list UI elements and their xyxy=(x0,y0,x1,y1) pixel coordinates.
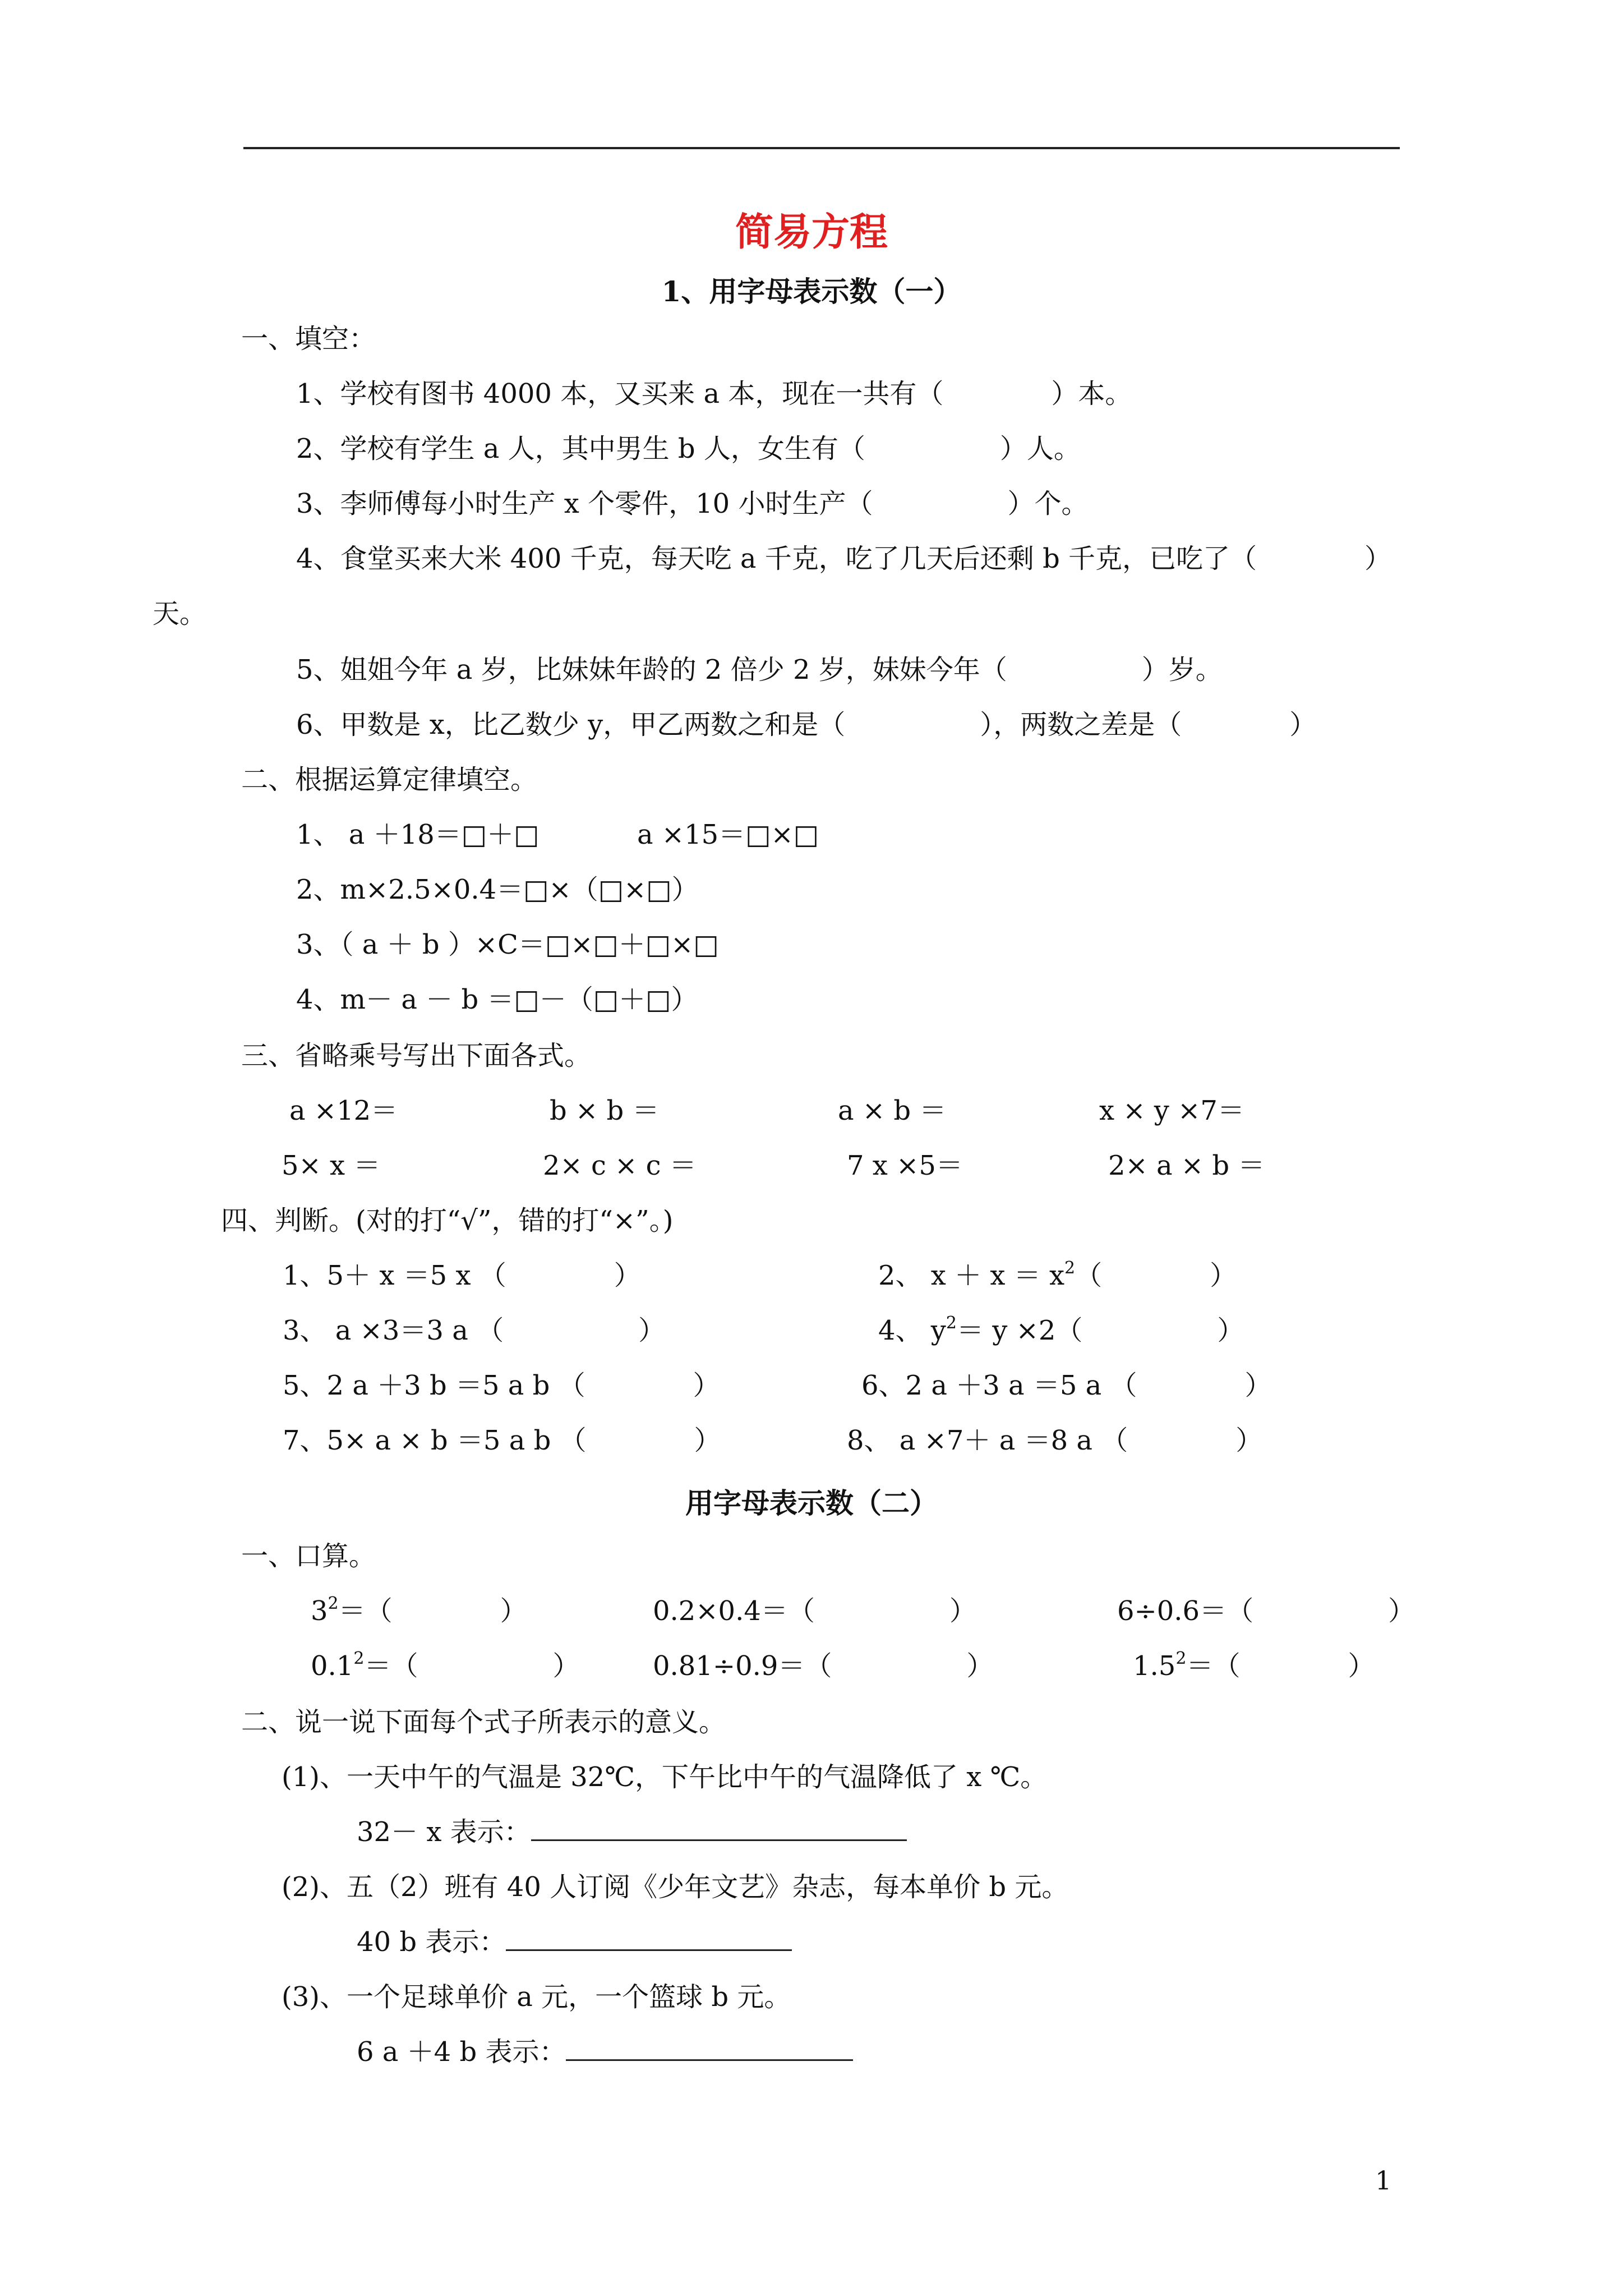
heading-omit-multiplication: 三、省略乘号写出下面各式。 xyxy=(241,1040,592,1071)
page-number: 1 xyxy=(1375,2165,1392,2196)
calc-item-1 xyxy=(311,1594,527,1628)
meaning-expression-1-label: 32－ x 表示： xyxy=(357,1816,531,1848)
calc-item-4 xyxy=(311,1649,579,1683)
page-title: 简易方程 xyxy=(735,210,888,255)
meaning-expression-1 xyxy=(357,1815,907,1849)
calc-item-2: 0.2×0.4＝（ ） xyxy=(653,1595,976,1627)
meaning-expression-2-label: 40 b 表示： xyxy=(357,1926,506,1958)
header-rule xyxy=(243,147,1400,149)
calc-item-6-exponent: 2 xyxy=(1175,1649,1187,1668)
question-2-2: 2、m×2.5×0.4＝□×（□×□） xyxy=(296,874,699,905)
calc-item-6-tail: ＝（ ） xyxy=(1186,1650,1375,1682)
heading-fill-blank: 一、填空： xyxy=(241,323,376,355)
judge-item-4-exponent: 2 xyxy=(946,1313,957,1333)
judge-item-8: 8、 a ×7＋ a ＝8 a （ ） xyxy=(847,1425,1263,1456)
meaning-expression-3-label: 6 a ＋4 b 表示： xyxy=(357,2036,566,2068)
question-2-3: 3、（ a ＋ b ）×C＝□×□＋□×□ xyxy=(296,929,719,960)
calc-item-1-exponent: 2 xyxy=(328,1594,339,1613)
judge-item-6: 6、2 a ＋3 a ＝5 a （ ） xyxy=(861,1370,1272,1401)
question-1-2: 2、学校有学生 a 人，其中男生 b 人，女生有（ ）人。 xyxy=(296,433,1081,464)
heading-true-false: 四、判断。(对的打“√”，错的打“×”。) xyxy=(221,1205,674,1236)
question-1-5: 5、姐姐今年 a 岁，比妹妹年龄的 2 倍少 2 岁，妹妹今年（ ）岁。 xyxy=(296,654,1223,685)
question-1-6: 6、甲数是 x，比乙数少 y，甲乙两数之和是（ ），两数之差是（ ） xyxy=(296,709,1317,740)
section-title-1: 1、用字母表示数（一） xyxy=(661,275,962,308)
calc-item-4-exponent: 2 xyxy=(353,1649,365,1668)
section-title-2: 用字母表示数（二） xyxy=(685,1487,938,1520)
question-1-4: 4、食堂买来大米 400 千克，每天吃 a 千克，吃了几天后还剩 b 千克，已吃了（ ） xyxy=(296,543,1392,574)
omit-item: 7 x ×5＝ xyxy=(847,1150,963,1181)
judge-item-2-tail: （ ） xyxy=(1075,1260,1237,1291)
heading-operation-laws: 二、根据运算定律填空。 xyxy=(241,764,538,795)
heading-meaning: 二、说一说下面每个式子所表示的意义。 xyxy=(241,1706,726,1738)
judge-item-2-expr: 2、 x ＋ x ＝ x xyxy=(878,1260,1065,1291)
question-1-3: 3、李师傅每小时生产 x 个零件，10 小时生产（ ）个。 xyxy=(296,488,1089,519)
omit-item: a × b ＝ xyxy=(838,1095,947,1126)
meaning-problem-2: (2)、五（2）班有 40 人订阅《少年文艺》杂志，每本单价 b 元。 xyxy=(282,1871,1069,1903)
answer-line-1[interactable] xyxy=(531,1817,907,1841)
omit-item: 2× a × b ＝ xyxy=(1108,1150,1265,1181)
judge-item-1: 1、5＋ x ＝5 x （ ） xyxy=(283,1260,641,1291)
question-2-1a: 1、 a ＋18＝□＋□ xyxy=(296,819,540,850)
meaning-problem-1: (1)、一天中午的气温是 32℃，下午比中午的气温降低了 x ℃。 xyxy=(282,1761,1048,1793)
calc-item-4-tail: ＝（ ） xyxy=(364,1650,580,1682)
meaning-expression-2 xyxy=(357,1925,792,1959)
judge-item-2 xyxy=(878,1259,1237,1292)
judge-item-5: 5、2 a ＋3 b ＝5 a b （ ） xyxy=(283,1370,720,1401)
heading-mental-calc: 一、口算。 xyxy=(241,1540,376,1572)
judge-item-4 xyxy=(878,1314,1244,1347)
judge-item-3: 3、 a ×3＝3 a （ ） xyxy=(283,1315,666,1346)
calc-item-6-base: 1.5 xyxy=(1133,1650,1176,1682)
question-1-4-cont: 天。 xyxy=(153,598,207,629)
judge-item-4-expr: 4、 y xyxy=(878,1315,946,1346)
calc-item-1-tail: ＝（ ） xyxy=(338,1595,527,1627)
answer-line-2[interactable] xyxy=(506,1927,792,1951)
omit-item: a ×12＝ xyxy=(289,1095,398,1126)
question-2-4: 4、m－ a － b ＝□－（□＋□） xyxy=(296,984,698,1015)
calc-item-3: 6÷0.6＝（ ） xyxy=(1117,1595,1415,1627)
judge-item-4-tail: ＝ y ×2（ ） xyxy=(957,1315,1244,1346)
meaning-expression-3 xyxy=(357,2035,853,2069)
calc-item-6 xyxy=(1133,1649,1375,1683)
question-1-1: 1、学校有图书 4000 本，又买来 a 本，现在一共有（ ）本。 xyxy=(296,378,1132,409)
answer-line-3[interactable] xyxy=(566,2037,853,2061)
judge-item-2-exponent: 2 xyxy=(1064,1258,1076,1278)
judge-item-7: 7、5× a × b ＝5 a b （ ） xyxy=(283,1425,721,1456)
question-2-1b: a ×15＝□×□ xyxy=(637,819,819,850)
omit-item: 2× c × c ＝ xyxy=(543,1150,697,1181)
meaning-problem-3: (3)、一个足球单价 a 元，一个篮球 b 元。 xyxy=(282,1981,791,2013)
calc-item-1-base: 3 xyxy=(311,1595,328,1627)
calc-item-5: 0.81÷0.9＝（ ） xyxy=(653,1650,994,1682)
omit-item: x × y ×7＝ xyxy=(1099,1095,1244,1126)
omit-item: 5× x ＝ xyxy=(282,1150,381,1181)
omit-item: b × b ＝ xyxy=(550,1095,660,1126)
calc-item-4-base: 0.1 xyxy=(311,1650,354,1682)
